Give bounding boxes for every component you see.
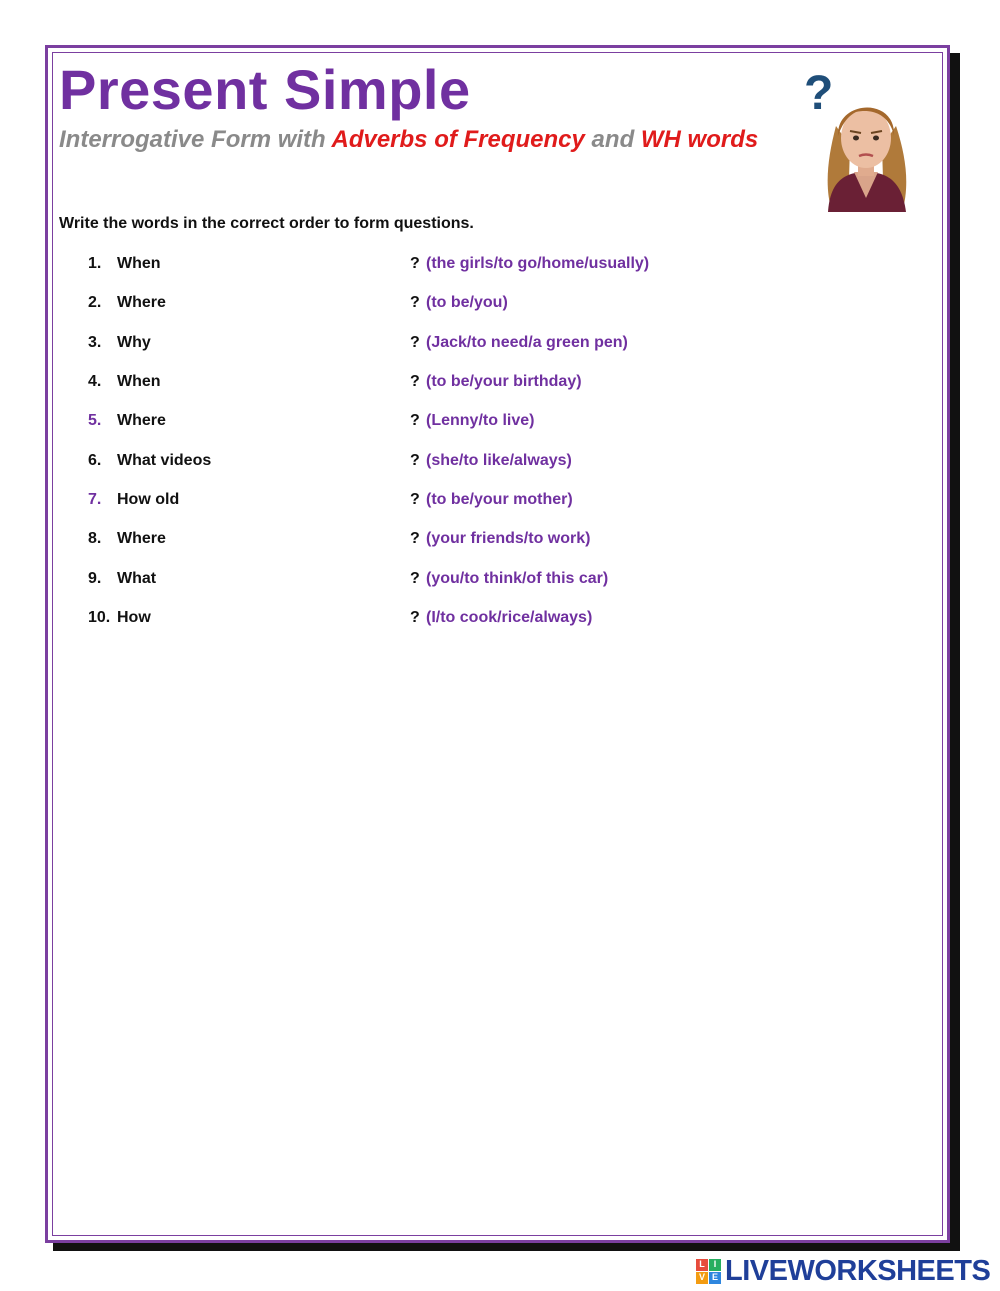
subtitle-adverbs-of-frequency: Adverbs of Frequency (331, 126, 585, 153)
question-mark: ? (410, 609, 420, 626)
question-hint: (Lenny/to live) (426, 412, 535, 429)
instruction-text: Write the words in the correct order to form questions. (59, 215, 474, 232)
question-hint: (Jack/to need/a green pen) (426, 334, 628, 351)
logo-block-v: V (696, 1272, 708, 1284)
question-hint: (to be/your birthday) (426, 373, 582, 390)
question-start-word: When (117, 255, 161, 272)
question-mark: ? (410, 412, 420, 429)
question-start-word: How (117, 609, 151, 626)
question-row (88, 253, 848, 275)
question-hint: (I/to cook/rice/always) (426, 609, 593, 626)
question-number: 8. (88, 530, 102, 547)
question-start-word: Where (117, 412, 166, 429)
question-number: 2. (88, 294, 102, 311)
question-start-word: Why (117, 334, 151, 351)
logo-block-i: I (709, 1259, 721, 1271)
logo-blocks-icon (696, 1259, 721, 1284)
question-row (88, 489, 848, 511)
question-number: 3. (88, 334, 102, 351)
logo-block-e: E (709, 1272, 721, 1284)
question-hint: (your friends/to work) (426, 530, 591, 547)
question-mark: ? (410, 294, 420, 311)
question-start-word: How old (117, 491, 180, 508)
question-mark: ? (410, 373, 420, 390)
question-start-word: What (117, 570, 157, 587)
subtitle-part-3: and (584, 126, 641, 153)
question-start-word: Where (117, 530, 166, 547)
question-number: 1. (88, 255, 102, 272)
question-hint: (the girls/to go/home/usually) (426, 255, 650, 272)
liveworksheets-logo (696, 1254, 990, 1288)
subtitle-part-1: Interrogative Form with (59, 126, 332, 153)
question-mark: ? (410, 452, 420, 469)
question-number: 7. (88, 491, 102, 508)
question-row (88, 371, 848, 393)
question-row (88, 607, 848, 629)
logo-block-l: L (696, 1259, 708, 1271)
question-number: 5. (88, 412, 102, 429)
worksheet-title: Present Simple (59, 58, 471, 121)
question-number: 9. (88, 570, 102, 587)
question-mark: ? (410, 530, 420, 547)
question-mark: ? (410, 255, 420, 272)
question-hint: (to be/your mother) (426, 491, 573, 508)
question-row (88, 568, 848, 590)
question-number: 4. (88, 373, 102, 390)
question-number: 10. (88, 609, 111, 626)
question-row (88, 292, 848, 314)
question-row (88, 528, 848, 550)
question-number: 6. (88, 452, 102, 469)
question-hint: (she/to like/always) (426, 452, 572, 469)
question-row (88, 332, 848, 354)
question-hint: (to be/you) (426, 294, 508, 311)
question-mark: ? (410, 570, 420, 587)
avatar-girl-icon (814, 86, 918, 216)
worksheet-subtitle (59, 127, 758, 153)
question-start-word: When (117, 373, 161, 390)
question-mark-icon: ? (804, 67, 834, 120)
question-hint: (you/to think/of this car) (426, 570, 609, 587)
question-row (88, 410, 848, 432)
question-start-word: What videos (117, 452, 212, 469)
subtitle-wh-words: WH words (640, 126, 759, 153)
question-mark: ? (410, 334, 420, 351)
question-start-word: Where (117, 294, 166, 311)
question-mark: ? (410, 491, 420, 508)
logo-text: LIVEWORKSHEETS (725, 1254, 991, 1287)
question-row (88, 450, 848, 472)
